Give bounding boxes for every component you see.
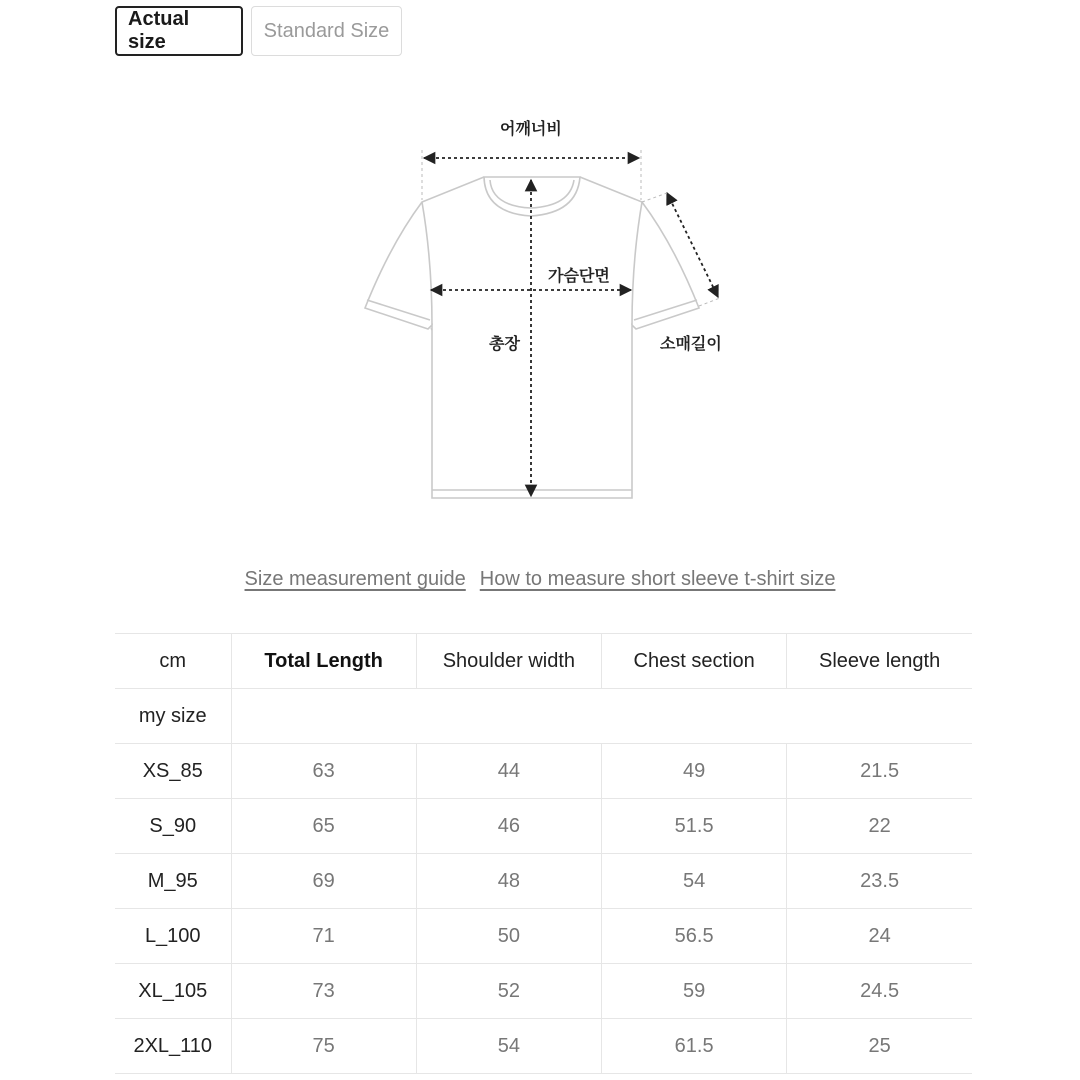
size-name: M_95	[115, 854, 231, 909]
shoulder-width-label: 어깨너비	[500, 119, 562, 138]
chest-section-value: 49	[602, 744, 787, 799]
size-measurement-guide-link[interactable]: Size measurement guide	[244, 568, 466, 590]
table-row	[115, 909, 972, 964]
chest-section-value: 51.5	[602, 799, 787, 854]
total-length-value: 65	[231, 799, 416, 854]
header-unit: cm	[115, 634, 231, 689]
how-to-measure-link[interactable]: How to measure short sleeve t-shirt size	[479, 568, 836, 590]
shoulder-width-value: 46	[416, 799, 601, 854]
guide-links	[0, 568, 1080, 591]
header-total-length: Total Length	[231, 634, 416, 689]
table-row	[115, 744, 972, 799]
size-name: 2XL_110	[115, 1019, 231, 1074]
table-row	[115, 799, 972, 854]
shoulder-width-value: 50	[416, 909, 601, 964]
chest-section-label: 가슴단면	[548, 266, 610, 285]
sleeve-length-value: 23.5	[787, 854, 972, 909]
size-type-tabs	[115, 6, 402, 56]
header-sleeve-length: Sleeve length	[787, 634, 972, 689]
my-size-label: my size	[115, 689, 231, 744]
table-header-row	[115, 634, 972, 689]
size-table	[115, 633, 972, 1074]
total-length-value: 75	[231, 1019, 416, 1074]
size-name: S_90	[115, 799, 231, 854]
chest-section-value: 61.5	[602, 1019, 787, 1074]
sleeve-length-value: 22	[787, 799, 972, 854]
tshirt-outline	[365, 177, 699, 498]
sleeve-length-value: 21.5	[787, 744, 972, 799]
my-size-row	[115, 689, 972, 744]
chest-section-value: 59	[602, 964, 787, 1019]
chest-section-value: 54	[602, 854, 787, 909]
sleeve-length-value: 25	[787, 1019, 972, 1074]
table-row	[115, 964, 972, 1019]
header-shoulder-width: Shoulder width	[416, 634, 601, 689]
total-length-value: 73	[231, 964, 416, 1019]
my-size-values	[231, 689, 972, 744]
sleeve-length-value: 24	[787, 909, 972, 964]
size-name: L_100	[115, 909, 231, 964]
shoulder-width-value: 48	[416, 854, 601, 909]
table-row	[115, 1019, 972, 1074]
size-name: XL_105	[115, 964, 231, 1019]
shoulder-width-value: 52	[416, 964, 601, 1019]
sleeve-arrow	[667, 193, 718, 297]
size-name: XS_85	[115, 744, 231, 799]
chest-section-value: 56.5	[602, 909, 787, 964]
header-chest-section: Chest section	[602, 634, 787, 689]
total-length-value: 69	[231, 854, 416, 909]
shoulder-width-value: 44	[416, 744, 601, 799]
table-row	[115, 854, 972, 909]
sleeve-length-value: 24.5	[787, 964, 972, 1019]
shoulder-width-value: 54	[416, 1019, 601, 1074]
total-length-label: 총장	[489, 334, 520, 353]
total-length-value: 71	[231, 909, 416, 964]
total-length-value: 63	[231, 744, 416, 799]
tab-standard-size[interactable]: Standard Size	[251, 6, 402, 56]
tab-actual-size[interactable]: Actual size	[115, 6, 243, 56]
sleeve-length-label: 소매길이	[660, 334, 722, 353]
